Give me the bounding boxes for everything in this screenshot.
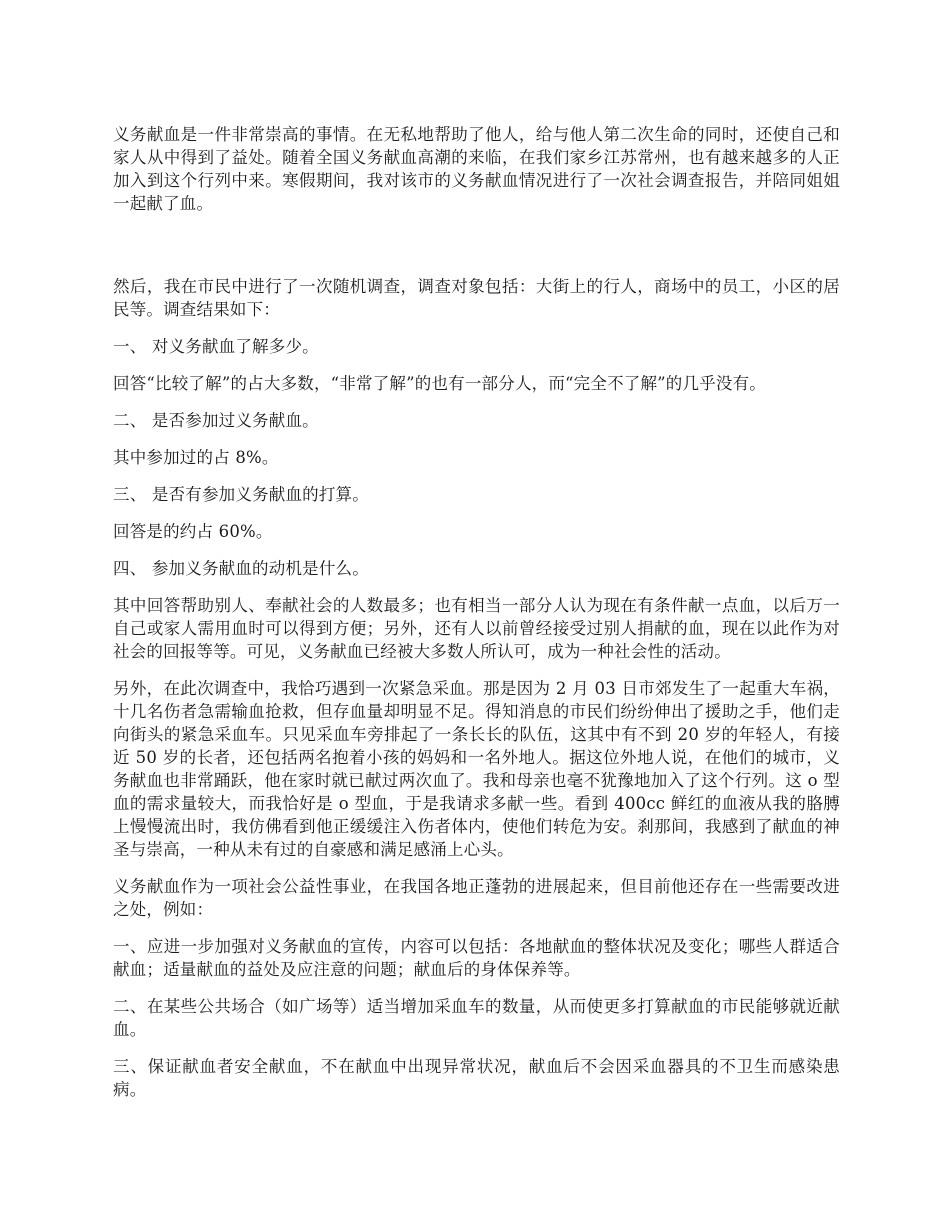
survey-intro-paragraph: 然后，我在市民中进行了一次随机调查，调查对象包括：大街上的行人，商场中的员工，小区的居民等。调查结果如下： xyxy=(113,277,840,319)
question-2-answer: 其中参加过的占 8%。 xyxy=(113,448,279,467)
question-1-heading: 一、 对义务献血了解多少。 xyxy=(113,337,319,356)
paragraph-spacer xyxy=(113,229,840,275)
improvement-item-1: 一、应进一步加强对义务献血的宣传，内容可以包括：各地献血的整体状况及变化；哪些人群适合献血；适量献血的益处及应注意的问题；献血后的身体保养等。 xyxy=(113,937,840,979)
question-2-heading: 二、 是否参加过义务献血。 xyxy=(113,411,319,430)
improvement-item-2: 二、在某些公共场合（如广场等）适当增加采血车的数量，从而使更多打算献血的市民能够就近献血。 xyxy=(113,997,840,1039)
intro-paragraph: 义务献血是一件非常崇高的事情。在无私地帮助了他人，给与他人第二次生命的同时，还使自己和家人从中得到了益处。随着全国义务献血高潮的来临，在我们家乡江苏常州，也有越来越多的人正加入到这个行列中来。寒假期间，我对该市的义务献血情况进行了一次社会调查报告，并陪同姐姐一起献了血。 xyxy=(113,125,840,213)
question-4-heading: 四、 参加义务献血的动机是什么。 xyxy=(113,559,369,578)
question-3-heading: 三、 是否有参加义务献血的打算。 xyxy=(113,485,369,504)
question-4-answer: 其中回答帮助别人、奉献社会的人数最多；也有相当一部分人认为现在有条件献一点血，以后万一自己或家人需用血时可以得到方便；另外，还有人以前曾经接受过别人捐献的血，现在以此作为对社会的回报等等。可见，义务献血已经被大多数人所认可，成为一种社会性的活动。 xyxy=(113,596,840,661)
question-3-answer: 回答是的约占 60%。 xyxy=(113,522,273,541)
question-1-answer: 回答“比较了解”的占大多数，“非常了解”的也有一部分人，而“完全不了解”的几乎没有。 xyxy=(113,374,767,393)
emergency-story-paragraph: 另外，在此次调查中，我恰巧遇到一次紧急采血。那是因为 2 月 03 日市郊发生了一起重大车祸，十几名伤者急需输血抢救，但存血量却明显不足。得知消息的市民们纷纷伸出了援助之手，他们走向街头的紧急采血车。只见采血车旁排起了一条长长的队伍，这其中有不到 20 岁的年轻人，有接近 50 岁的长者，还包括两名抱着小孩的妈妈和一名外地人。据这位外地人说，在他们的城市，义务献血也非常踊跃，他在家时就已献过两次血了。我和母亲也毫不犹豫地加入了这个行列。这 o 型血的需求量较大，而我恰好是 o 型血，于是我请求多献一些。看到 400cc 鲜红的血液从我的胳膊上慢慢流出时，我仿佛看到他正缓缓注入伤者体内，使他们转危为安。刹那间，我感到了献血的神圣与崇高，一种从未有过的自豪感和满足感涌上心头。 xyxy=(113,679,840,859)
improvement-intro-paragraph: 义务献血作为一项社会公益性事业，在我国各地正蓬勃的进展起来，但目前他还存在一些需要改进之处，例如： xyxy=(113,877,840,919)
improvement-item-3: 三、保证献血者安全献血，不在献血中出现异常状况，献血后不会因采血器具的不卫生而感染患病。 xyxy=(113,1057,840,1099)
